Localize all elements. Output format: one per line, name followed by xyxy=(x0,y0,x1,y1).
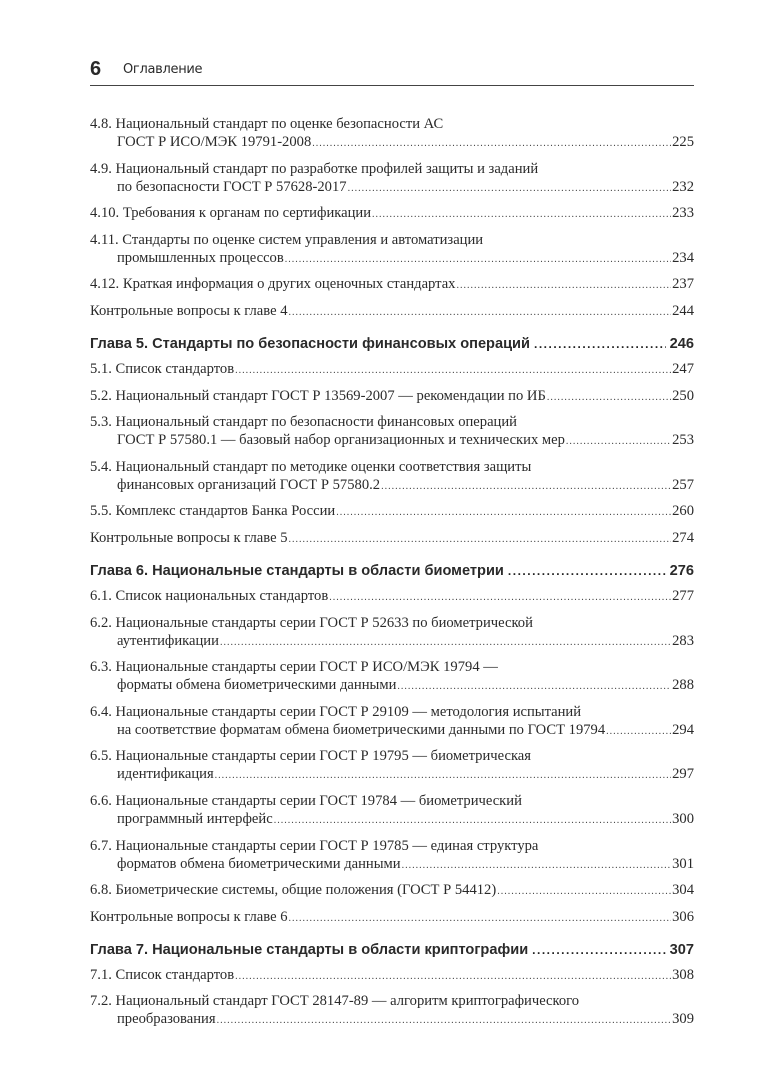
toc-page-number: 297 xyxy=(672,766,694,783)
toc-entry-title: преобразования xyxy=(117,1011,216,1028)
dot-leader xyxy=(274,812,671,830)
toc-entry xyxy=(90,658,694,696)
toc-entry xyxy=(90,115,694,153)
toc-entry-title: 5.2. Национальный стандарт ГОСТ Р 13569-2007 — рекомендации по ИБ xyxy=(90,387,546,404)
toc-entry xyxy=(90,747,694,785)
toc-entry-title: 6.8. Биометрические системы, общие положения (ГОСТ Р 54412) xyxy=(90,882,497,899)
toc-entry xyxy=(90,360,694,380)
dot-leader xyxy=(285,251,671,269)
toc-entry-title: 5.4. Национальный стандарт по методике оценки соответствия защиты xyxy=(90,458,532,475)
running-title: Оглавление xyxy=(123,62,203,77)
dot-leader xyxy=(235,968,671,986)
dot-leader xyxy=(312,135,671,153)
running-header xyxy=(90,58,694,86)
dot-leader xyxy=(534,337,666,351)
toc-entry-title: Глава 6. Национальные стандарты в области биометрии xyxy=(90,562,504,579)
toc-page-number: 225 xyxy=(672,134,694,150)
dot-leader xyxy=(532,943,665,957)
dot-leader xyxy=(215,767,671,785)
toc-entry xyxy=(90,908,694,928)
toc-entry-title: 6.6. Национальные стандарты серии ГОСТ 19784 — биометрический xyxy=(90,792,522,809)
dot-leader xyxy=(289,531,672,549)
toc-entry-title: идентификация xyxy=(117,766,214,783)
dot-leader xyxy=(329,589,671,607)
toc-entry xyxy=(90,302,694,322)
toc-entry xyxy=(90,529,694,549)
toc-entry-title: ГОСТ Р 57580.1 — базовый набор организационных и технических мер xyxy=(117,432,565,449)
toc-page-number: 260 xyxy=(672,503,694,520)
dot-leader xyxy=(235,362,671,380)
toc-page-number: 308 xyxy=(672,966,694,983)
toc-entry xyxy=(90,837,694,875)
toc-entry-title: на соответствие форматам обмена биометрическими данными по ГОСТ 19794 xyxy=(117,721,606,738)
dot-leader xyxy=(381,478,671,496)
toc-page-number: 253 xyxy=(672,432,694,449)
toc-entry-title: аутентификации xyxy=(117,632,219,649)
toc-entry-title: 6.7. Национальные стандарты серии ГОСТ Р 19785 — единая структура xyxy=(90,837,539,854)
dot-leader xyxy=(508,564,666,578)
toc-entry xyxy=(90,792,694,830)
toc-entry xyxy=(90,703,694,741)
toc-entry xyxy=(90,231,694,269)
toc-entry-title: программный интерфейс xyxy=(117,810,273,827)
toc-page-number: 276 xyxy=(669,562,694,579)
toc-page-number: 232 xyxy=(672,178,694,195)
toc-entry-title: 6.3. Национальные стандарты серии ГОСТ Р ИСО/МЭК 19794 — xyxy=(90,659,498,676)
dot-leader xyxy=(217,1012,672,1030)
toc-entry xyxy=(90,204,694,224)
toc-page-number: 288 xyxy=(672,677,694,694)
dot-leader xyxy=(456,277,671,295)
dot-leader xyxy=(289,304,672,322)
toc-page-number: 247 xyxy=(672,360,694,377)
toc-entry-title: Контрольные вопросы к главе 6 xyxy=(90,908,288,925)
toc-page-number: 306 xyxy=(672,908,694,925)
toc-page-number: 301 xyxy=(672,855,694,872)
toc-entry xyxy=(90,992,694,1030)
dot-leader xyxy=(336,504,671,522)
toc-page-number: 283 xyxy=(672,632,694,649)
toc-entry-title: 5.1. Список стандартов xyxy=(90,360,235,377)
toc-page-number: 304 xyxy=(672,882,694,899)
toc-entry-title: Контрольные вопросы к главе 5 xyxy=(90,529,288,546)
toc-entry-title: 6.5. Национальные стандарты серии ГОСТ Р 19795 — биометрическая xyxy=(90,748,531,765)
toc-entry xyxy=(90,413,694,451)
toc-page-number: 234 xyxy=(672,249,694,266)
toc-page-number: 277 xyxy=(672,587,694,604)
dot-leader xyxy=(397,678,671,696)
toc-entry-title: 6.2. Национальные стандарты серии ГОСТ Р 52633 по биометрической xyxy=(90,614,533,631)
toc-chapter xyxy=(90,942,694,958)
toc-entry xyxy=(90,614,694,652)
toc-entry-title: 5.3. Национальный стандарт по безопасности финансовых операций xyxy=(90,414,517,431)
toc-chapter xyxy=(90,563,694,579)
toc-entry-title: 4.12. Краткая информация о других оценочных стандартах xyxy=(90,276,456,293)
toc-page-number: 246 xyxy=(669,335,694,352)
toc-page-number: 257 xyxy=(672,476,694,493)
toc-entry xyxy=(90,275,694,295)
toc-chapter xyxy=(90,336,694,352)
toc-page-number: 237 xyxy=(672,276,694,293)
toc-page-number: 294 xyxy=(672,721,694,738)
toc-entry xyxy=(90,966,694,986)
toc-entry xyxy=(90,458,694,496)
toc-entry-title: 4.9. Национальный стандарт по разработке профилей защиты и заданий xyxy=(90,160,539,177)
page-number: 6 xyxy=(90,58,102,80)
toc-entry xyxy=(90,587,694,607)
toc-entry-title: 4.8. Национальный стандарт по оценке безопасности АС xyxy=(90,116,444,132)
toc-entry xyxy=(90,387,694,407)
toc-page-number: 233 xyxy=(672,205,694,222)
toc-entry-title: финансовых организаций ГОСТ Р 57580.2 xyxy=(117,476,381,493)
toc-page-number: 307 xyxy=(669,941,694,958)
dot-leader xyxy=(606,723,671,741)
dot-leader xyxy=(566,433,671,451)
toc-entry-title: 5.5. Комплекс стандартов Банка России xyxy=(90,503,336,520)
toc-entry-title: 4.10. Требования к органам по сертификации xyxy=(90,205,372,222)
dot-leader xyxy=(547,389,671,407)
toc-page-number: 244 xyxy=(672,302,694,319)
toc-entry-title: ГОСТ Р ИСО/МЭК 19791-2008 xyxy=(117,134,312,150)
dot-leader xyxy=(402,857,672,875)
toc-entry-title: 6.1. Список национальных стандартов xyxy=(90,587,329,604)
dot-leader xyxy=(497,883,671,901)
toc-entry-title: Глава 7. Национальные стандарты в области криптографии xyxy=(90,941,529,958)
toc-entry-title: форматы обмена биометрическими данными xyxy=(117,677,397,694)
dot-leader xyxy=(289,910,672,928)
dot-leader xyxy=(220,634,671,652)
dot-leader xyxy=(372,206,671,224)
toc-page-number: 300 xyxy=(672,810,694,827)
toc-entry-title: 6.4. Национальные стандарты серии ГОСТ Р 29109 — методология испытаний xyxy=(90,703,582,720)
toc-entry xyxy=(90,160,694,198)
toc-entry-title: форматов обмена биометрическими данными xyxy=(117,855,401,872)
toc-entry-title: 4.11. Стандарты по оценке систем управления и автоматизации xyxy=(90,231,484,248)
toc-entry xyxy=(90,881,694,901)
toc-entry-title: 7.1. Список стандартов xyxy=(90,966,235,983)
toc-page-number: 250 xyxy=(672,387,694,404)
toc-entry-title: Глава 5. Стандарты по безопасности финансовых операций xyxy=(90,335,530,352)
table-of-contents xyxy=(90,115,694,1037)
toc-entry-title: по безопасности ГОСТ Р 57628-2017 xyxy=(117,178,347,195)
toc-page-number: 274 xyxy=(672,529,694,546)
toc-entry-title: Контрольные вопросы к главе 4 xyxy=(90,302,288,319)
toc-entry xyxy=(90,502,694,522)
toc-page-number: 309 xyxy=(672,1011,694,1028)
toc-entry-title: промышленных процессов xyxy=(117,249,284,266)
toc-entry-title: 7.2. Национальный стандарт ГОСТ 28147-89 — алгоритм криптографического xyxy=(90,993,580,1010)
dot-leader xyxy=(348,180,672,198)
